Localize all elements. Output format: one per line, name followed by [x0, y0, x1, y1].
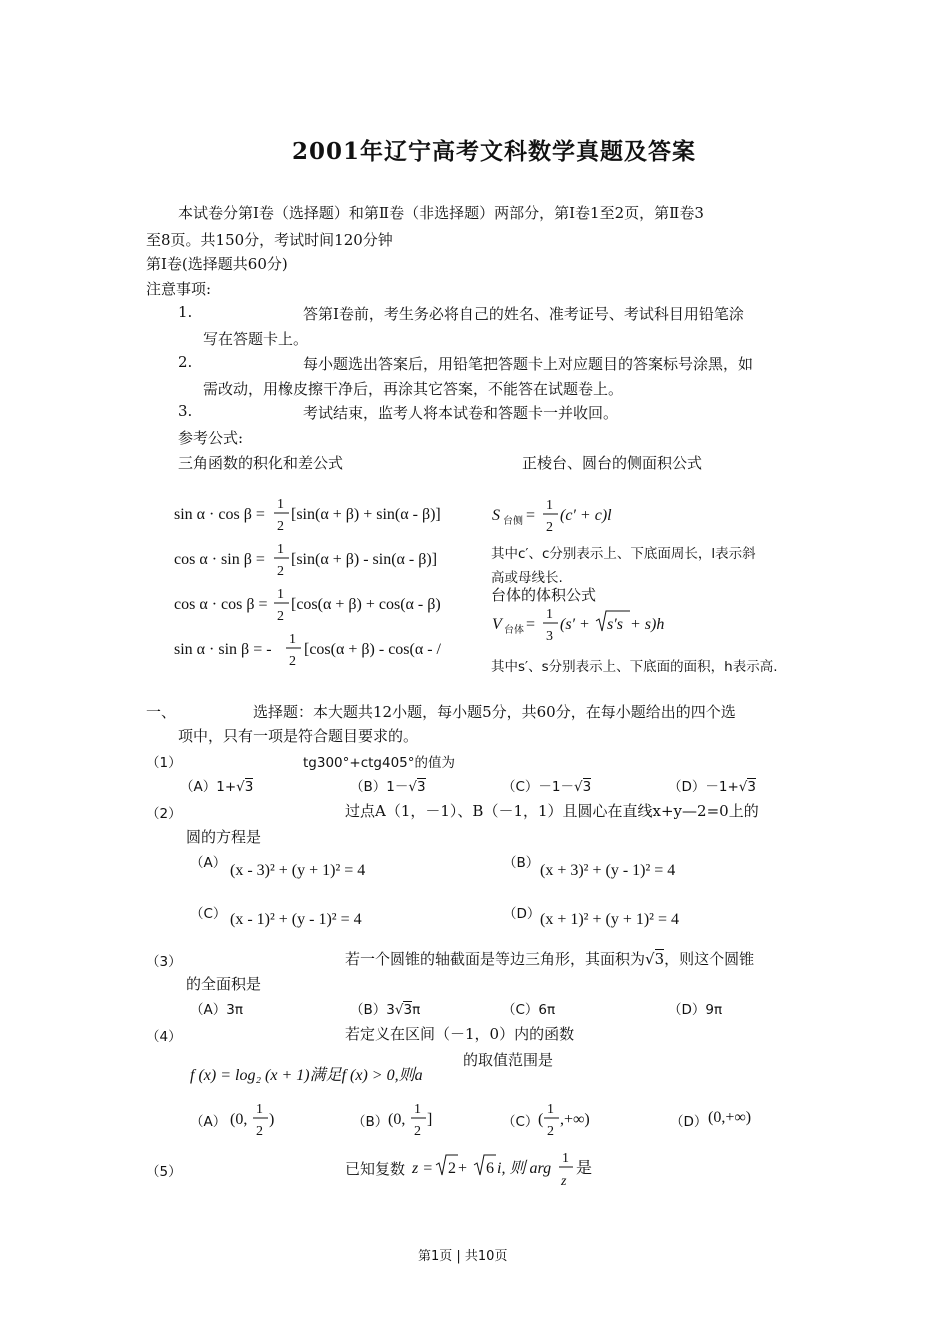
- notes-heading: 注意事项:: [146, 280, 212, 298]
- formula-2-rhs: [sin(α + β) - sin(α - β)]: [291, 551, 438, 568]
- formula-1-lhs: sin α · cos β =: [174, 506, 265, 523]
- q2-option-b-expr: (x + 3)² + (y - 1)² = 4: [540, 862, 676, 879]
- q1-option-d-label: （D）－1+: [668, 779, 739, 795]
- q5-arg: i, 则 arg: [497, 1160, 552, 1177]
- trig-formulas: [168, 488, 488, 678]
- intro-line-1: 本试卷分第Ⅰ卷（选择题）和第Ⅱ卷（非选择题）两部分，第Ⅰ卷1至2页，第Ⅱ卷3: [178, 204, 704, 222]
- formula-1-num: 1: [277, 497, 284, 512]
- q2-option-c-expr: (x - 1)² + (y - 1)² = 4: [230, 911, 362, 928]
- formula-4-lhs: sin α · sin β = -: [174, 641, 272, 658]
- question-2-number: （2）: [146, 806, 182, 822]
- q5-tail: 是: [576, 1160, 593, 1177]
- formula-3-den: 2: [277, 609, 284, 624]
- q5-num: 1: [562, 1151, 569, 1166]
- q5-den: z: [561, 1174, 567, 1189]
- q3-option-c: （C）6π: [502, 1002, 556, 1018]
- note-1-line-1: 答第Ⅰ卷前，考生务必将自己的姓名、准考证号、考试科目用铅笔涂: [303, 305, 744, 323]
- q1-option-a-label: （A）1+: [180, 779, 237, 795]
- note-2-num: 2.: [178, 353, 193, 371]
- q4-option-b-value: [386, 1098, 446, 1144]
- volume-eq: =: [526, 616, 536, 633]
- page-title: 2001年辽宁高考文科数学真题及答案: [292, 138, 697, 165]
- q3-option-b: [350, 998, 420, 1018]
- question-5-stem: 已知复数: [345, 1160, 406, 1178]
- q4a-den: 2: [256, 1124, 263, 1139]
- q2-option-d-expr: (x + 1)² + (y + 1)² = 4: [540, 911, 679, 928]
- page-footer: 第1页 | 共10页: [418, 1249, 508, 1264]
- lateral-den: 2: [546, 520, 553, 535]
- q5-sqrt2: 6: [486, 1160, 494, 1177]
- lateral-note-2: 高或母线长.: [491, 570, 563, 586]
- q2-option-d-label: （D）: [503, 906, 541, 922]
- q4-option-c-label: （C）: [502, 1114, 539, 1130]
- volume-V: V: [492, 616, 502, 633]
- q4a-pre: (0,: [230, 1111, 248, 1128]
- volume-formula: [490, 603, 690, 651]
- q1-option-d-radicand: 3: [747, 779, 756, 795]
- sqrt-sign: √: [574, 779, 583, 795]
- intro-line-2: 至8页。共150分，考试时间120分钟: [146, 231, 393, 249]
- formula-2-den: 2: [277, 564, 284, 579]
- lateral-rhs: (c′ + c)l: [560, 507, 612, 524]
- q4c-pre: (: [538, 1111, 544, 1128]
- q1-option-d: [668, 775, 756, 795]
- question-2-line-1: 过点A（1，－1）、B（－1，1）且圆心在直线x+y—2=0上的: [345, 802, 759, 820]
- formula-1-rhs: [sin(α + β) + sin(α - β)]: [291, 506, 441, 523]
- q4-option-b-label: （B）: [352, 1114, 389, 1130]
- q3-option-d: （D）9π: [668, 1002, 723, 1018]
- sqrt-sign: √: [236, 779, 245, 795]
- formula-3-lhs: cos α · cos β =: [174, 596, 268, 613]
- q4-option-a-value: [228, 1098, 288, 1144]
- q2-option-b-label: （B）: [503, 855, 540, 871]
- q3-text-b: ，则这个圆锥: [664, 950, 755, 968]
- volume-heading: 台体的体积公式: [491, 586, 597, 604]
- q4b-den: 2: [414, 1124, 421, 1139]
- note-1-line-2: 写在答题卡上。: [203, 330, 309, 348]
- question-5-number: （5）: [146, 1164, 182, 1180]
- question-4-line-1: 若定义在区间（－1，0）内的函数: [345, 1025, 575, 1043]
- volume-sub: 台体: [504, 625, 524, 636]
- formula-1-den: 2: [277, 519, 284, 534]
- q4-option-d-value: (0,+∞): [708, 1109, 752, 1126]
- q3-text-a: 若一个圆锥的轴截面是等边三角形，其面积为: [345, 950, 646, 968]
- q2-option-c-label: （C）: [190, 906, 227, 922]
- sqrt-sign: √: [408, 779, 417, 795]
- question-5-formula: [410, 1147, 600, 1195]
- question-3-line-1: [345, 948, 754, 969]
- q4a-post: ): [269, 1111, 275, 1128]
- q1-option-c-radicand: 3: [582, 779, 592, 795]
- lateral-S: S: [492, 507, 500, 524]
- q3-radicand: 3: [654, 950, 665, 968]
- q4c-post: ,+∞): [560, 1111, 590, 1128]
- q1-option-c-label: （C）－1－: [502, 779, 575, 795]
- reference-heading: 参考公式:: [178, 429, 244, 447]
- q1-option-b: [350, 775, 426, 795]
- sqrt-sign: √: [394, 1002, 404, 1018]
- q4b-pre: (0,: [388, 1111, 406, 1128]
- question-4-tail: 的取值范围是: [463, 1051, 554, 1069]
- lateral-note-1: 其中c′、c分别表示上、下底面周长，l表示斜: [491, 546, 756, 562]
- q4c-num: 1: [547, 1102, 554, 1117]
- volume-sqrt: s′s: [607, 616, 623, 633]
- q1-option-b-label: （B）1－: [350, 779, 409, 795]
- question-3-line-2: 的全面积是: [186, 975, 262, 993]
- q1-option-a: [180, 775, 253, 795]
- note-3-num: 3.: [178, 402, 193, 420]
- q1-option-a-radicand: 3: [244, 779, 254, 795]
- q5-sqrt1: 2: [448, 1160, 456, 1177]
- section-line-1: 选择题：本大题共12小题，每小题5分，共60分，在每小题给出的四个选: [253, 703, 736, 721]
- question-4-number: （4）: [146, 1029, 182, 1045]
- lateral-num: 1: [546, 498, 553, 513]
- lateral-eq: =: [526, 507, 536, 524]
- q3-option-b-radicand: 3: [403, 1002, 413, 1018]
- q3-option-b-label: （B）3: [350, 1002, 395, 1018]
- q4b-post: ]: [427, 1111, 433, 1128]
- formula-4-num: 1: [289, 632, 296, 647]
- q2-option-a-expr: (x - 3)² + (y + 1)² = 4: [230, 862, 366, 879]
- section-line-2: 项中，只有一项是符合题目要求的。: [178, 727, 419, 745]
- q4-option-d-label: （D）: [670, 1114, 708, 1130]
- question-1-number: （1）: [146, 755, 182, 771]
- note-3-line-1: 考试结束，监考人将本试卷和答题卡一并收回。: [303, 404, 619, 422]
- question-4-formula: f (x) = log₂ (x + 1)满足f (x) > 0,则a: [190, 1067, 423, 1084]
- q4c-den: 2: [547, 1124, 554, 1139]
- formula-3-rhs: [cos(α + β) + cos(α - β): [291, 596, 441, 613]
- sqrt-sign: √: [645, 950, 655, 968]
- q1-option-c: [502, 775, 591, 795]
- question-1-stem: tg300°+ctg405°的值为: [303, 755, 455, 771]
- question-2-line-2: 圆的方程是: [186, 828, 262, 846]
- q3-option-a: （A）3π: [190, 1002, 243, 1018]
- formula-2-num: 1: [277, 542, 284, 557]
- trig-formula-heading: 三角函数的积化和差公式: [178, 454, 344, 472]
- formula-3-num: 1: [277, 587, 284, 602]
- formula-2-lhs: cos α · sin β =: [174, 551, 265, 568]
- sqrt-sign: √: [738, 779, 748, 795]
- volume-rhs-a: (s′ +: [560, 616, 590, 633]
- q4-option-a-label: （A）: [190, 1114, 227, 1130]
- note-2-line-2: 需改动，用橡皮擦干净后，再涂其它答案，不能答在试题卷上。: [203, 380, 624, 398]
- formula-4-rhs: [cos(α + β) - cos(α - /: [304, 641, 441, 658]
- volume-den: 3: [546, 629, 553, 644]
- q2-option-a-label: （A）: [190, 855, 227, 871]
- question-3-number: （3）: [146, 954, 182, 970]
- part1-heading: 第Ⅰ卷(选择题共60分): [146, 255, 288, 273]
- volume-note: 其中s′、s分别表示上、下底面的面积，h表示高.: [491, 659, 778, 675]
- lateral-sub: 台侧: [503, 516, 523, 527]
- note-1-num: 1.: [178, 303, 193, 321]
- q4b-num: 1: [414, 1102, 421, 1117]
- lateral-area-formula: [490, 492, 650, 542]
- q5-z-eq: z =: [412, 1160, 434, 1177]
- q1-option-b-radicand: 3: [416, 779, 426, 795]
- volume-num: 1: [546, 607, 553, 622]
- q3-option-b-pi: π: [412, 1002, 421, 1018]
- q4-option-c-value: [536, 1098, 616, 1144]
- frustum-lateral-heading: 正棱台、圆台的侧面积公式: [522, 454, 703, 472]
- formula-4-den: 2: [289, 654, 296, 669]
- q4a-num: 1: [256, 1102, 263, 1117]
- section-number: 一、: [146, 703, 177, 721]
- volume-rhs-b: + s)h: [630, 616, 665, 633]
- note-2-line-1: 每小题选出答案后，用铅笔把答题卡上对应题目的答案标号涂黑，如: [303, 355, 754, 373]
- q5-plus: +: [458, 1160, 468, 1177]
